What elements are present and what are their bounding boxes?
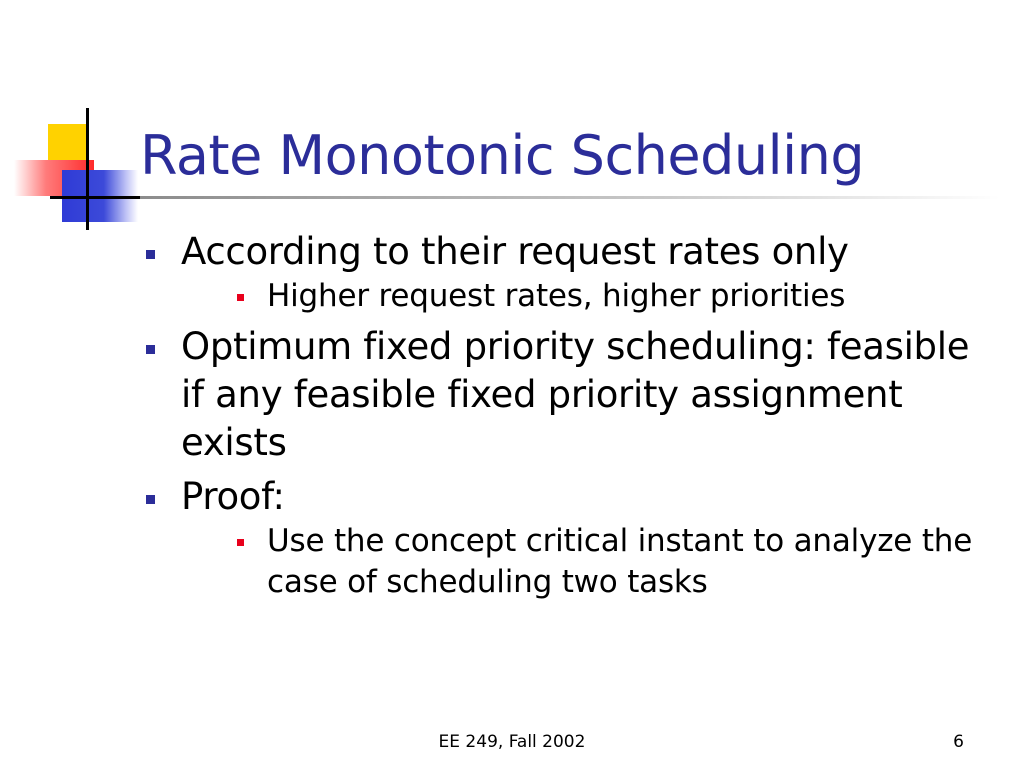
- bullet-item: [142, 473, 1002, 603]
- title-underline: [140, 196, 1000, 199]
- bullet-text: Proof:: [181, 475, 285, 518]
- logo-vertical-line: [86, 108, 89, 230]
- footer-text: EE 249, Fall 2002: [438, 732, 586, 752]
- bullet-text: Optimum fixed priority scheduling: feasible if any feasible fixed priority assignment exists: [181, 325, 970, 464]
- logo-horizontal-line: [50, 196, 142, 199]
- square-bullet-icon: [146, 250, 155, 259]
- slide-title: Rate Monotonic Scheduling: [140, 124, 865, 187]
- square-sub-bullet-icon: [237, 294, 244, 301]
- decorative-logo: [0, 0, 160, 240]
- square-bullet-icon: [146, 495, 155, 504]
- bullet-list: [142, 228, 1002, 603]
- page-number: 6: [953, 732, 964, 752]
- sub-bullet-item: [181, 521, 1002, 603]
- sub-bullet-text: Higher request rates, higher priorities: [267, 278, 846, 314]
- square-sub-bullet-icon: [237, 539, 244, 546]
- bullet-item: [142, 228, 1002, 317]
- square-bullet-icon: [146, 345, 155, 354]
- sub-bullet-list: [181, 276, 1002, 317]
- bullet-item: [142, 323, 1002, 467]
- bullet-text: According to their request rates only: [181, 230, 849, 273]
- sub-bullet-text: Use the concept critical instant to analyze the case of scheduling two tasks: [267, 523, 973, 600]
- sub-bullet-list: [181, 521, 1002, 603]
- sub-bullet-item: [181, 276, 1002, 317]
